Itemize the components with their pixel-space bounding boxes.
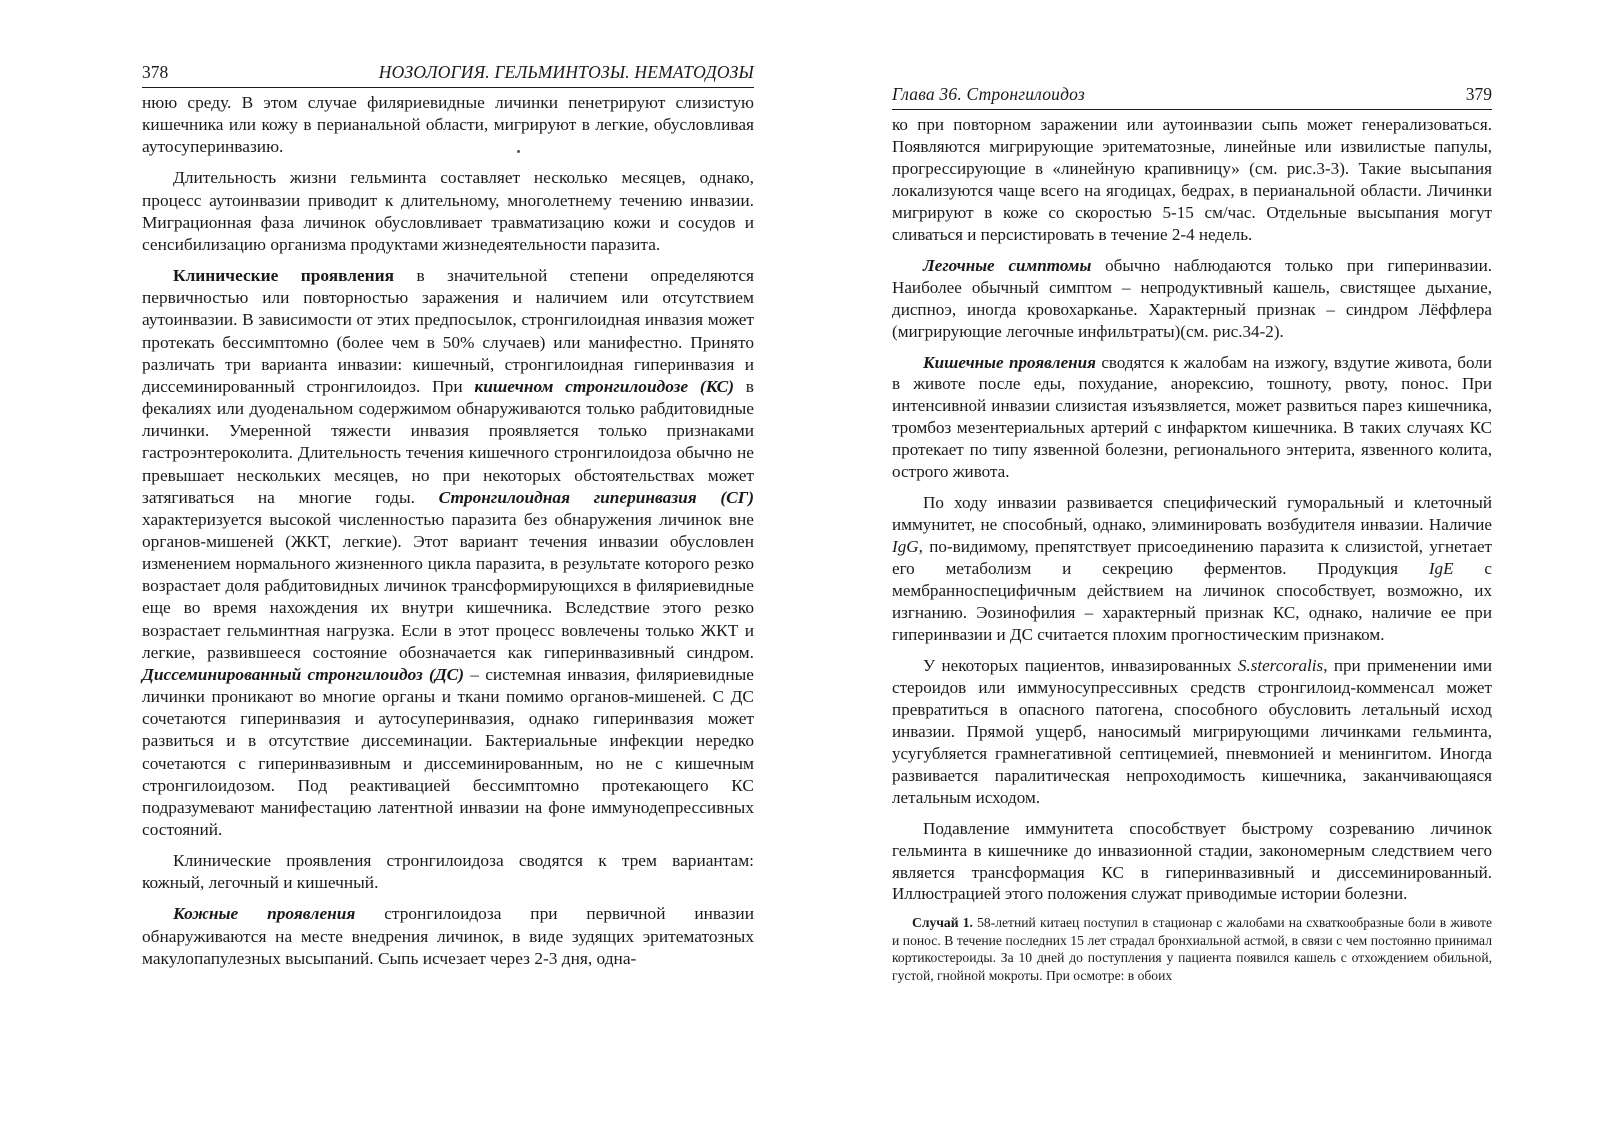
term-clinical: Клинические проявления [173,266,395,286]
left-paragraph-1: нюю среду. В этом случае филяриевидные личинки пенетрируют слизистую кишечника или кожу в перианальной области, мигрируют в легкие, обусловливая аутосуперинвазию. [142,93,754,157]
right-text-body [892,114,1492,984]
text-run: , при применении ими стероидов или иммуносупрессивных средств стронгилоид-комменсал может превратиться в опасного патогена, способного обусловить летальный исход инвазии. Прямой ущерб, наносимый мигрирующими личинками гельминта, усугубляется грамнегативной септицемией, пневмонией и менингитом. Иногда развивается паралитическая непроходимость кишечника, заканчивающаяся летальным исходом. [892,655,1492,807]
text-run: стронгилоидоза при первичной инвазии обнаруживаются на месте внедрения личинок, в виде зудящих эритематозных макулопапулезных высыпаний. Сыпь исчезает через 2-3 дня, одна- [142,904,754,968]
text-run: обычно наблюдаются только при гиперинвазии. Наиболее обычный симптом – непродуктивный кашель, свистящее дыхание, диспноэ, иногда кровохарканье. Характерный признак – синдром Лёффлера (мигрирующие легочные инфильтраты)(см. рис.34-2). [892,255,1492,341]
right-paragraph-2 [892,255,1492,343]
right-running-head [892,82,1492,110]
right-paragraph-5 [892,655,1492,809]
right-page-number: 379 [1465,84,1492,104]
right-paragraph-1: ко при повторном заражении или аутоинвазии сыпь может генерализоваться. Появляются мигрирующие эритематозные, линейные или извилистые папулы, прогрессирующие в «линейную крапивницу» (см. рис.3-3). Такие высыпания локализуются чаще всего на ягодицах, бедрах, в перианальной области. Личинки мигрируют в коже со скоростью 5-15 см/час. Отдельные высыпания могут сливаться и персистировать в течение 2-4 недель. [892,115,1492,244]
term-ige: IgE [1428,559,1454,579]
left-paragraph-2: Длительность жизни гельминта составляет несколько месяцев, однако, процесс аутоинвазии приводит к длительному, многолетнему течению инвазии. Миграционная фаза личинок обусловливает травматизацию кожи и сосудов и сенсибилизацию организма продуктами жизнедеятельности паразита. [142,168,754,254]
term-s-stercoralis: S.stercoralis [1237,655,1324,675]
term-intestinal-manifestations: Кишечные проявления [923,352,1096,372]
text-run: в значительной степени определяются первичностью или повторностью заражения и наличием или отсутствием аутоинвазии. В зависимости от этих предпосылок, стронгилоидная инвазия может протекать бессимптомно (более чем в 50% случаев) или манифестно. Принято различать три варианта инвазии: кишечный, стронгилоидная гиперинвазия и диссеминированный стронгилоидоз. При [142,266,755,396]
text-run: характеризуется высокой численностью паразита без обнаружения личинок вне органов-мишеней (ЖКТ, легкие). Этот вариант течения инвазии обусловлен изменением нормального жизненного цикла паразита, в результате которого резко возрастает доля рабдитовидных личинок трансформирующихся в филяриевидные еще во время нахождения их внутри кишечника. Вследствие этого резко возрастает гельминтная нагрузка. Если в этот процесс вовлечены только ЖКТ и легкие, развившееся состояние обозначается как гиперинвазивный синдром. [142,509,754,662]
text-run: сводятся к жалобам на изжогу, вздутие живота, боли в животе после еды, похудание, анорексию, тошноту, рвоту, понос. При интенсивной инвазии слизистая изъязвляется, может развиться парез кишечника, тромбоз мезентериальных артерий с инфарктом кишечника. В таких случаях КС протекает по типу язвенной болезни, регионального энтерита, язвенного колита, острого живота. [892,352,1493,482]
text-run: У некоторых пациентов, инвазированных [923,655,1238,675]
text-run: в фекалиях или дуоденальном содержимом обнаруживаются только рабдитовидные личинки. Умеренной тяжести инвазия проявляется только признаками гастроэнтероколита. Длительность течения кишечного стронгилоидоза обычно не превышает нескольких месяцев, но при некоторых обстоятельствах может затягиваться на многие годы. [142,376,754,507]
right-paragraph-4 [892,492,1492,646]
term-hyperinfection: Стронгилоидная гиперинвазия (СГ) [438,487,754,507]
term-igg: IgG [892,537,919,557]
right-paragraph-6: Подавление иммунитета способствует быстрому созреванию личинок гельминта в кишечнике до инвазионной стадии, закономерным следствием чего является трансформация КС в гиперинвазивный и диссеминированный. Иллюстрацией этого положения служат приводимые истории болезни. [892,818,1492,904]
text-run: – системная инвазия, филяриевидные личинки проникают во многие органы и ткани помимо органов-мишеней. С ДС сочетаются гиперинвазия и аутосуперинвазия, однако гиперинвазия может развиться и в отсутствие диссеминации. Бактериальные инфекции нередко сочетаются с гиперинвазивным и диссеминированным, но не с кишечным стронгилоидозом. Под реактивацией бессимптомно протекающего КС подразумевают манифестацию латентной инвазии на фоне иммунодепрессивных состояний. [142,664,754,839]
left-running-title: НОЗОЛОГИЯ. ГЕЛЬМИНТОЗЫ. НЕМАТОДОЗЫ [378,62,754,82]
term-disseminated: Диссеминированный стронгилоидоз (ДС) [142,664,465,684]
case-1-note [892,914,1492,984]
right-page [892,82,1492,993]
left-paragraph-4: Клинические проявления стронгилоидоза сводятся к трем вариантам: кожный, легочный и кишечный. [142,851,754,893]
scan-speck [517,150,520,153]
text-run: По ходу инвазии развивается специфический гуморальный и клеточный иммунитет, не способный, однако, элиминировать возбудителя инвазии. Наличие [892,493,1492,535]
right-paragraph-3 [892,352,1492,484]
case-1-text: 58-летний китаец поступил в стационар с жалобами на схваткообразные боли в животе и понос. В течение последних 15 лет страдал бронхиальной астмой, в связи с чем постоянно принимал кортикостероиды. За 10 дней до поступления у пациента появился кашель с отхождением обильной, густой, гнойной мокроты. При осмотре: в обоих [892,915,1492,983]
left-page [142,60,754,979]
right-running-title: Глава 36. Стронгилоидоз [892,84,1085,104]
case-1-label: Случай 1. [912,915,973,931]
term-intestinal: кишечном стронгилоидозе (КС) [474,376,734,396]
left-paragraph-5 [142,903,754,969]
left-text-body [142,92,754,970]
text-run: , по-видимому, препятствует присоединению паразита к слизистой, угнетает его метаболизм и секрецию ферментов. Продукция [892,537,1492,579]
left-page-number: 378 [142,62,169,82]
term-skin: Кожные проявления [173,904,356,924]
left-paragraph-3 [142,265,754,841]
left-running-head [142,60,754,88]
term-pulmonary: Легочные симптомы [923,255,1092,275]
text-run: с мембранноспецифичным действием на личинок способствует, возможно, их изгнанию. Эозинофилия – характерный признак КС, однако, наличие ее при гиперинвазии и ДС считается плохим прогностическим признаком. [892,559,1492,644]
